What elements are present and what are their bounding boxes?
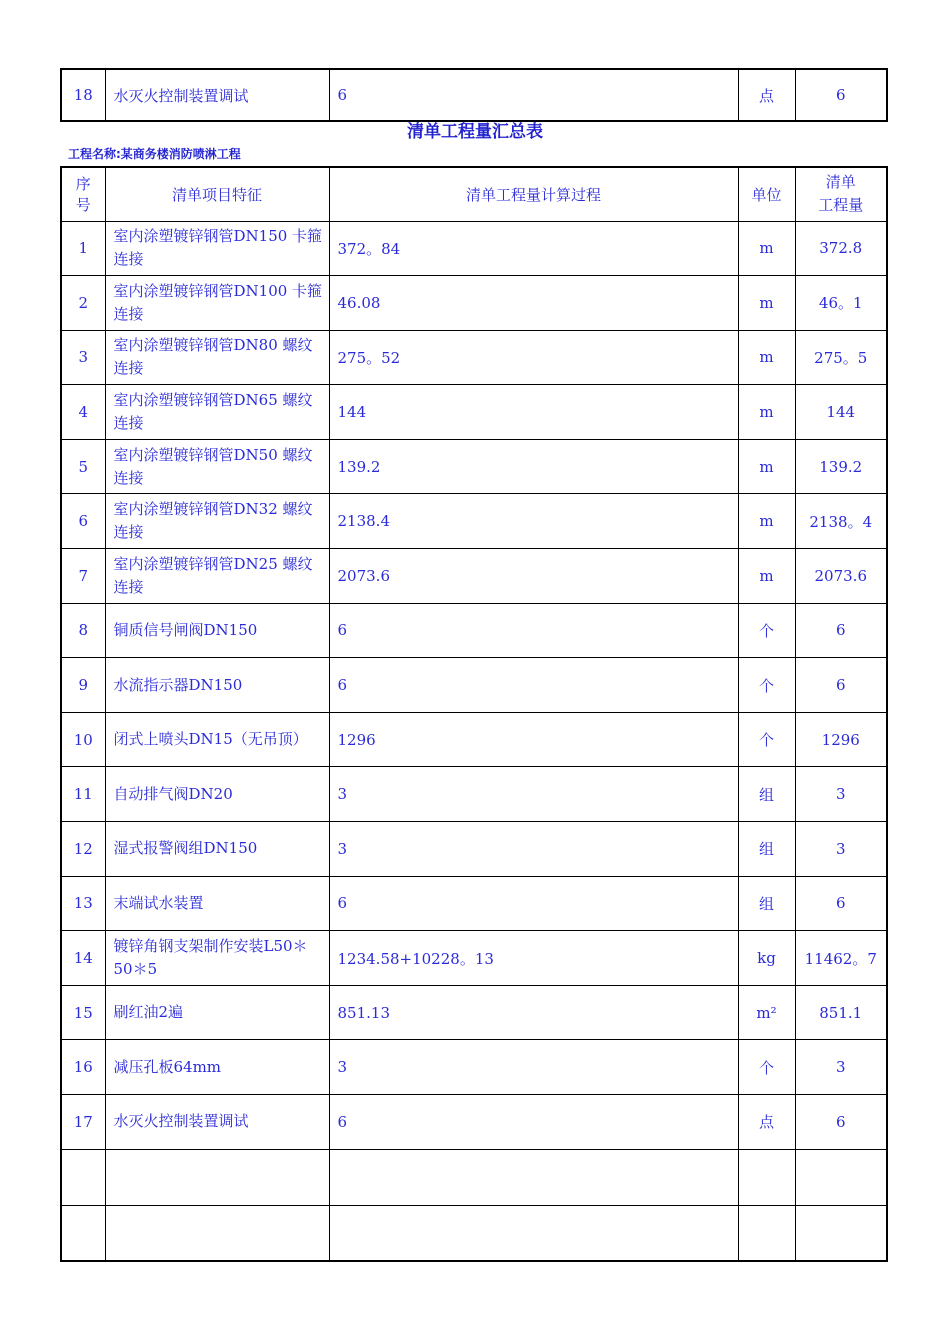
item-feature: 铜质信号闸阀DN150 <box>105 603 329 658</box>
quantity: 1296 <box>795 712 887 767</box>
calc-process: 851.13 <box>329 985 738 1040</box>
calc-process: 275。52 <box>329 330 738 385</box>
quantity: 6 <box>795 69 887 121</box>
table-row <box>61 385 887 440</box>
calc-process: 6 <box>329 876 738 931</box>
unit: m <box>738 221 795 276</box>
unit: 组 <box>738 876 795 931</box>
quantity: 3 <box>795 1040 887 1095</box>
unit: 点 <box>738 1095 795 1150</box>
unit: m <box>738 494 795 549</box>
quantity: 275。5 <box>795 330 887 385</box>
empty-cell <box>329 1205 738 1261</box>
table-row <box>61 931 887 986</box>
table-row <box>61 658 887 713</box>
row-number: 16 <box>61 1040 105 1095</box>
empty-row <box>61 1149 887 1205</box>
quantity: 46。1 <box>795 276 887 331</box>
item-feature: 室内涂塑镀锌钢管DN65 螺纹连接 <box>105 385 329 440</box>
empty-cell <box>795 1149 887 1205</box>
table-row <box>61 221 887 276</box>
calc-process: 6 <box>329 69 738 121</box>
unit: m <box>738 276 795 331</box>
quantity: 2138。4 <box>795 494 887 549</box>
row-number: 7 <box>61 549 105 604</box>
item-feature: 镀锌角钢支架制作安装L50＊50＊5 <box>105 931 329 986</box>
row-number: 14 <box>61 931 105 986</box>
item-feature: 水灭火控制装置调试 <box>105 69 329 121</box>
calc-process: 6 <box>329 1095 738 1150</box>
quantity: 6 <box>795 658 887 713</box>
quantity: 2073.6 <box>795 549 887 604</box>
item-feature: 室内涂塑镀锌钢管DN80 螺纹连接 <box>105 330 329 385</box>
calc-process: 1234.58+10228。13 <box>329 931 738 986</box>
header-item: 清单项目特征 <box>105 167 329 221</box>
item-feature: 减压孔板64mm <box>105 1040 329 1095</box>
unit: m <box>738 439 795 494</box>
item-feature: 室内涂塑镀锌钢管DN150 卡箍连接 <box>105 221 329 276</box>
item-feature: 闭式上喷头DN15（无吊顶） <box>105 712 329 767</box>
table-row <box>61 69 887 121</box>
empty-cell <box>795 1205 887 1261</box>
unit: m <box>738 330 795 385</box>
unit: m <box>738 385 795 440</box>
row-number: 12 <box>61 822 105 877</box>
table-row <box>61 549 887 604</box>
row-number: 18 <box>61 69 105 121</box>
calc-process: 3 <box>329 822 738 877</box>
calc-process: 46.08 <box>329 276 738 331</box>
table-row <box>61 494 887 549</box>
previous-page-table <box>60 68 888 122</box>
calc-process: 372。84 <box>329 221 738 276</box>
quantity: 6 <box>795 876 887 931</box>
row-number: 4 <box>61 385 105 440</box>
empty-cell <box>738 1205 795 1261</box>
table-row <box>61 330 887 385</box>
calc-process: 3 <box>329 767 738 822</box>
row-number: 17 <box>61 1095 105 1150</box>
calc-process: 2073.6 <box>329 549 738 604</box>
unit: m² <box>738 985 795 1040</box>
table-header-row <box>61 167 887 221</box>
row-number: 13 <box>61 876 105 931</box>
unit: 个 <box>738 658 795 713</box>
row-number: 6 <box>61 494 105 549</box>
calc-process: 1296 <box>329 712 738 767</box>
row-number: 1 <box>61 221 105 276</box>
row-number: 9 <box>61 658 105 713</box>
header-no: 序号 <box>61 167 105 221</box>
row-number: 8 <box>61 603 105 658</box>
table-row <box>61 767 887 822</box>
row-number: 3 <box>61 330 105 385</box>
quantity: 3 <box>795 822 887 877</box>
quantity: 3 <box>795 767 887 822</box>
item-feature: 自动排气阀DN20 <box>105 767 329 822</box>
quantity: 11462。7 <box>795 931 887 986</box>
unit: 点 <box>738 69 795 121</box>
item-feature: 末端试水装置 <box>105 876 329 931</box>
calc-process: 2138.4 <box>329 494 738 549</box>
calc-process: 6 <box>329 603 738 658</box>
row-number: 10 <box>61 712 105 767</box>
quantity: 139.2 <box>795 439 887 494</box>
unit: 个 <box>738 603 795 658</box>
table-row <box>61 712 887 767</box>
empty-cell <box>105 1205 329 1261</box>
calc-process: 144 <box>329 385 738 440</box>
empty-cell <box>329 1149 738 1205</box>
row-number: 11 <box>61 767 105 822</box>
empty-cell <box>738 1149 795 1205</box>
item-feature: 刷红油2遍 <box>105 985 329 1040</box>
table-row <box>61 276 887 331</box>
row-number: 5 <box>61 439 105 494</box>
quantity: 6 <box>795 1095 887 1150</box>
empty-cell <box>105 1149 329 1205</box>
unit: kg <box>738 931 795 986</box>
item-feature: 湿式报警阀组DN150 <box>105 822 329 877</box>
item-feature: 水流指示器DN150 <box>105 658 329 713</box>
item-feature: 室内涂塑镀锌钢管DN100 卡箍连接 <box>105 276 329 331</box>
calc-process: 139.2 <box>329 439 738 494</box>
row-number: 2 <box>61 276 105 331</box>
table-row <box>61 439 887 494</box>
page-title: 清单工程量汇总表 <box>407 122 543 142</box>
table-row <box>61 1095 887 1150</box>
header-calc: 清单工程量计算过程 <box>329 167 738 221</box>
quantity: 144 <box>795 385 887 440</box>
unit: 组 <box>738 767 795 822</box>
unit: 组 <box>738 822 795 877</box>
project-name: 工程名称:某商务楼消防喷淋工程 <box>68 147 241 161</box>
item-feature: 室内涂塑镀锌钢管DN25 螺纹连接 <box>105 549 329 604</box>
item-feature: 室内涂塑镀锌钢管DN50 螺纹连接 <box>105 439 329 494</box>
table-row <box>61 603 887 658</box>
table-row <box>61 985 887 1040</box>
table-row <box>61 822 887 877</box>
header-qty: 清单 工程量 <box>795 167 887 221</box>
quantity: 6 <box>795 603 887 658</box>
calc-process: 3 <box>329 1040 738 1095</box>
unit: 个 <box>738 712 795 767</box>
calc-process: 6 <box>329 658 738 713</box>
table-row <box>61 876 887 931</box>
item-feature: 室内涂塑镀锌钢管DN32 螺纹连接 <box>105 494 329 549</box>
quantity: 372.8 <box>795 221 887 276</box>
unit: 个 <box>738 1040 795 1095</box>
empty-row <box>61 1205 887 1261</box>
unit: m <box>738 549 795 604</box>
table-row <box>61 1040 887 1095</box>
empty-cell <box>61 1205 105 1261</box>
quantity: 851.1 <box>795 985 887 1040</box>
header-unit: 单位 <box>738 167 795 221</box>
item-feature: 水灭火控制装置调试 <box>105 1095 329 1150</box>
row-number: 15 <box>61 985 105 1040</box>
summary-table <box>60 166 888 1262</box>
empty-cell <box>61 1149 105 1205</box>
